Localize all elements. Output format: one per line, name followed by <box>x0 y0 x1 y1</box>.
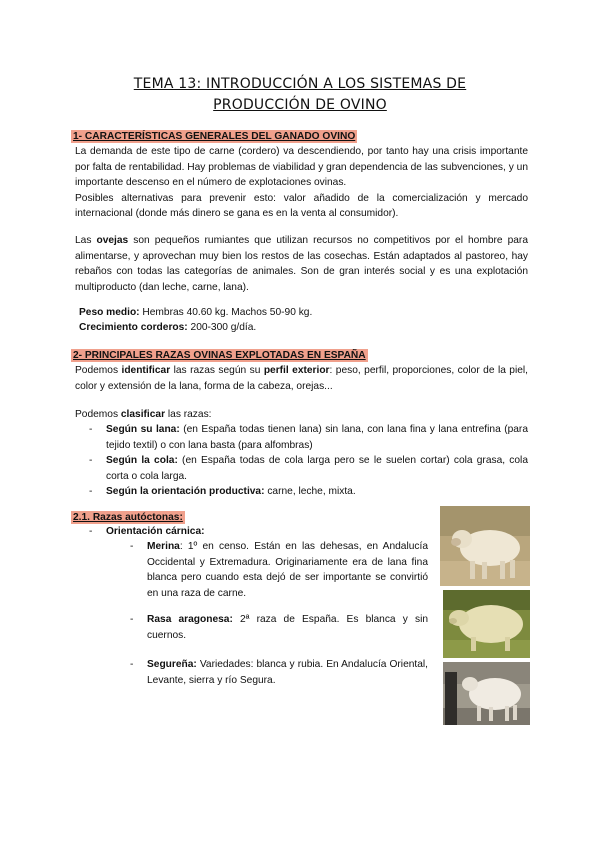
text-span: las razas: <box>165 409 212 420</box>
breed-merina <box>127 539 428 601</box>
list-item <box>86 422 528 453</box>
list-item <box>86 524 426 540</box>
title-line-2: PRODUCCIÓN DE OVINO <box>213 97 387 113</box>
text-span: las razas según su <box>170 365 264 376</box>
crecimiento-label: Crecimiento corderos: <box>79 322 188 333</box>
item-text: (en España todas tienen lana) sin lana, con lana fina y lana entrefina (para tejido textil) o con lana basta (para alfombras) <box>106 424 528 451</box>
list-item <box>86 484 528 500</box>
list-item <box>127 657 428 688</box>
paragraph-ovejas <box>71 233 528 295</box>
orientation-label: Orientación cárnica: <box>106 526 205 537</box>
orientation-item <box>86 524 426 540</box>
item-text: (en España todas de cola larga pero se le suelen cortar) cola grasa, cola corta o cola larga. <box>106 455 528 482</box>
text-span: Podemos <box>75 365 122 376</box>
breed-text: 2ª raza de España. Es blanca y sin cuernos. <box>147 614 428 641</box>
paragraph-identificar <box>71 363 528 394</box>
text-span: son pequeños rumiantes que utilizan recursos no competitivos por el hombre para alimentarse, y aprovechan muy bien los restos de las cosechas. Están adaptados al pastoreo, hay rebaños con todas las categorías de animales. Son de gran interés social y es una explotación multiproducto (dan leche, carne, lana). <box>75 235 528 293</box>
peso-label: Peso medio: <box>79 307 140 318</box>
crecimiento-line <box>79 320 256 336</box>
item-text: carne, leche, mixta. <box>264 486 356 497</box>
list-item <box>127 539 428 601</box>
page-title <box>0 74 600 116</box>
bold-term: ovejas <box>96 235 129 246</box>
section-2-heading: 2- PRINCIPALES RAZAS OVINAS EXPLOTADAS EN ESPAÑA <box>73 350 366 361</box>
list-item <box>86 453 528 484</box>
bold-term: perfil exterior <box>263 365 330 376</box>
paragraph-alternatives: Posibles alternativas para prevenir esto: valor añadido de la comercialización y mercado internacional (donde más dinero se gana es en la venta al consumidor). <box>75 192 528 219</box>
crecimiento-value: 200-300 g/día. <box>187 322 257 333</box>
breed-name: Rasa aragonesa: <box>147 614 233 625</box>
item-label: Según la cola: <box>106 455 178 466</box>
breed-segurena <box>127 657 428 688</box>
peso-medio-line <box>79 305 312 321</box>
merina-sheep-photo <box>440 506 530 586</box>
breed-text: : 1º en censo. Están en las dehesas, en Andalucía Occidental y Extremadura. Originariamente era de lana fina blanca pero cuando esta dejó de ser importante se convirtió en una raza de carne. <box>147 541 428 599</box>
list-item <box>127 612 428 643</box>
breed-text: Variedades: blanca y rubia. En Andalucía Oriental, Levante, sierra y río Segura. <box>147 659 428 686</box>
peso-value: Hembras 40.60 kg. Machos 50-90 kg. <box>139 307 313 318</box>
breed-rasa-aragonesa <box>127 612 428 643</box>
segurena-sheep-photo <box>443 662 530 725</box>
classification-list <box>86 422 528 500</box>
item-label: Según su lana: <box>106 424 180 435</box>
title-line-1: TEMA 13: INTRODUCCIÓN A LOS SISTEMAS DE <box>133 76 467 92</box>
bold-term: clasificar <box>120 409 166 420</box>
rasa-aragonesa-sheep-photo <box>443 590 530 658</box>
section-1-heading: 1- CARACTERÍSTICAS GENERALES DEL GANADO OVINO <box>73 131 356 142</box>
paragraph-clasificar <box>75 407 212 423</box>
text-span: : peso, perfil, proporciones, color de la piel, color y extensión de la lana, forma de la cabeza, orejas... <box>75 365 528 392</box>
section-2-1-heading: 2.1. Razas autóctonas: <box>73 512 183 523</box>
text-span: Podemos <box>75 409 121 420</box>
section-1-body <box>71 144 528 222</box>
text-span: Las <box>75 235 97 246</box>
paragraph-demand: La demanda de este tipo de carne (cordero) va descendiendo, por tanto hay una crisis importante por falta de rentabilidad. Hay problemas de viabilidad y gran dependencia de las subvenciones, y un importante descenso en el número de explotaciones ovinas. <box>75 146 528 188</box>
breed-name: Segureña: <box>147 659 197 670</box>
bold-term: identificar <box>121 365 171 376</box>
breed-name: Merina <box>147 541 180 552</box>
item-label: Según la orientación productiva: <box>106 486 265 497</box>
